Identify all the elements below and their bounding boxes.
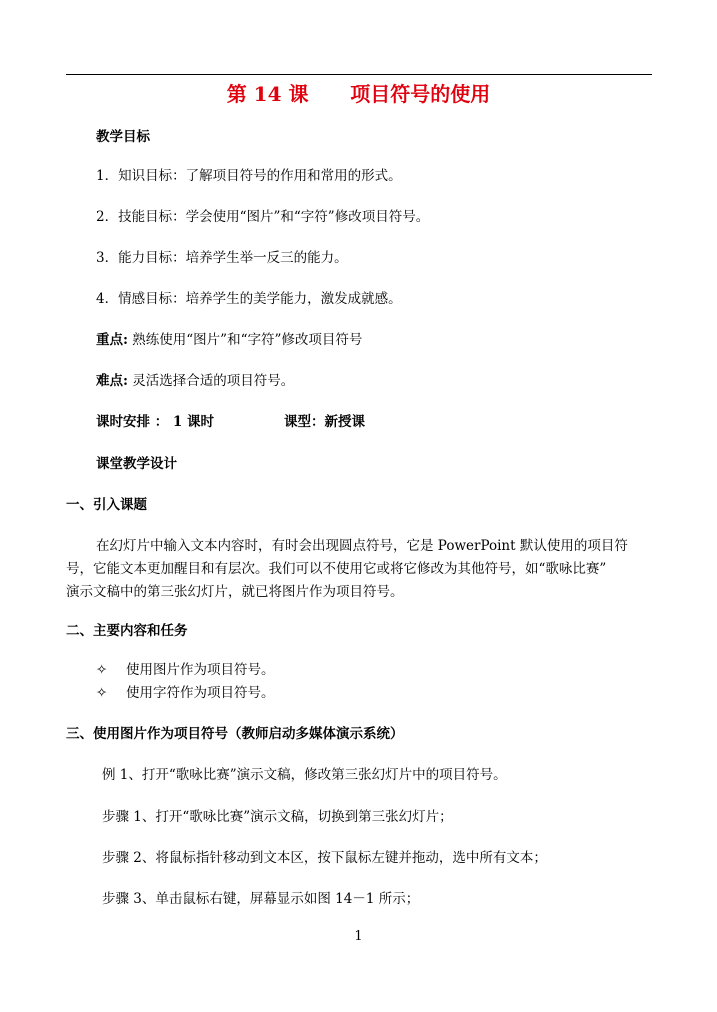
difficulty-label: 难点: [96, 373, 128, 389]
header-rule [66, 74, 652, 75]
list-item [96, 661, 275, 679]
key-point [96, 331, 362, 349]
goal-emotion: 4．情感目标：培养学生的美学能力，激发成就感。 [96, 291, 402, 307]
difficulty-text: 灵活选择合适的项目符号。 [127, 373, 295, 389]
teaching-goals-heading: 教学目标 [96, 129, 150, 145]
step-1: 步骤 1、打开“歌咏比赛”演示文稿，切换到第三张幻灯片； [102, 809, 453, 825]
page-title: 第 14 课 项目符号的使用 [226, 82, 491, 106]
list-item [96, 684, 275, 702]
step-3: 步骤 3、单击鼠标右键，屏幕显示如图 14－1 所示； [102, 891, 420, 907]
goal-ability: 3．能力目标：培养学生举一反三的能力。 [96, 250, 348, 266]
goal-knowledge: 1．知识目标：了解项目符号的作用和常用的形式。 [96, 168, 402, 184]
design-heading: 课堂教学设计 [96, 456, 177, 472]
key-point-label: 重点: [96, 332, 128, 348]
section1-paragraph [66, 535, 656, 604]
list-item-text: 使用图片作为项目符号。 [126, 662, 275, 678]
schedule-hours: 课时安排 ： 1 课时 [96, 414, 214, 430]
section3-heading: 三、使用图片作为项目符号（教师启动多媒体演示系统） [66, 726, 404, 742]
section2-heading: 二、主要内容和任务 [66, 623, 188, 639]
section1-line: 演示文稿中的第三张幻灯片，就已将图片作为项目符号。 [66, 584, 404, 600]
list-item-text: 使用字符作为项目符号。 [126, 685, 275, 701]
page-number: 1 [354, 929, 363, 944]
key-point-text: 熟练使用“图片”和“字符”修改项目符号 [127, 332, 363, 348]
section1-line: 号，它能文本更加醒目和有层次。我们可以不使用它或将它修改为其他符号，如“歌咏比赛” [66, 561, 607, 577]
goal-skill: 2．技能目标：学会使用“图片”和“字符”修改项目符号。 [96, 209, 430, 225]
step-2: 步骤 2、将鼠标指针移动到文本区，按下鼠标左键并拖动，选中所有文本； [102, 850, 547, 866]
section1-line: 在幻灯片中输入文本内容时，有时会出现圆点符号，它是 PowerPoint 默认使用的项目符 [96, 538, 628, 554]
star-bullet-icon: ✧ [96, 662, 108, 678]
example-1: 例 1、打开“歌咏比赛”演示文稿，修改第三张幻灯片中的项目符号。 [102, 767, 507, 783]
section1-heading: 一、引入课题 [66, 497, 147, 513]
schedule-type: 课型：新授课 [284, 414, 365, 430]
star-bullet-icon: ✧ [96, 685, 108, 701]
difficulty [96, 372, 294, 390]
